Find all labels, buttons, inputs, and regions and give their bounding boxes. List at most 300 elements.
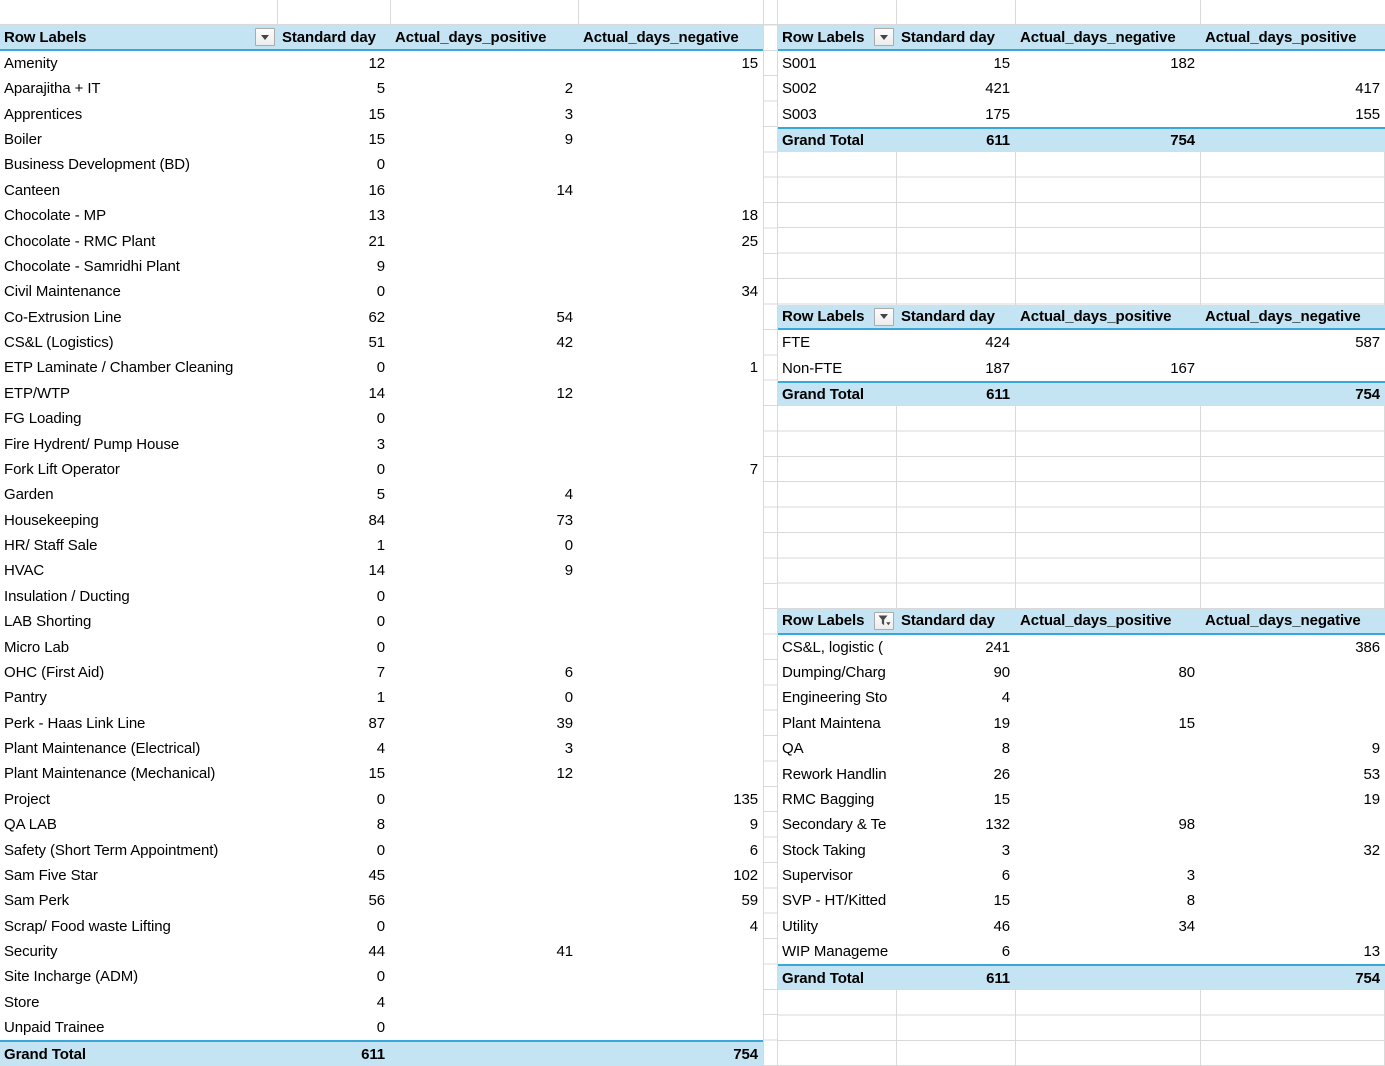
- grand-total-value-cell[interactable]: 754: [733, 1045, 758, 1063]
- value-cell[interactable]: [390, 990, 578, 1015]
- value-cell[interactable]: [390, 787, 578, 812]
- table-row: [0, 508, 763, 533]
- value-cell[interactable]: 41: [556, 943, 573, 961]
- column-header-label: Row Labels: [4, 28, 87, 46]
- value-cell[interactable]: [578, 305, 763, 330]
- column-header-cell[interactable]: [1200, 305, 1385, 328]
- value-cell[interactable]: 3: [1186, 867, 1195, 885]
- value-cell[interactable]: [1200, 51, 1385, 76]
- value-cell[interactable]: 8: [1186, 892, 1195, 910]
- value-cell[interactable]: [390, 888, 578, 913]
- filter-dropdown-button[interactable]: [255, 28, 275, 46]
- value-cell[interactable]: [1015, 761, 1200, 786]
- row-label-cell[interactable]: Engineering Sto: [782, 689, 888, 707]
- value-cell[interactable]: 56: [368, 892, 385, 910]
- value-cell[interactable]: [390, 406, 578, 431]
- value-cell[interactable]: [1200, 812, 1385, 837]
- value-cell[interactable]: 421: [985, 80, 1010, 98]
- value-cell[interactable]: [578, 406, 763, 431]
- value-cell[interactable]: 15: [993, 790, 1010, 808]
- row-labels-header-cell[interactable]: [778, 305, 896, 328]
- value-cell[interactable]: 5: [376, 80, 385, 98]
- grand-total-value-cell[interactable]: 611: [986, 132, 1010, 150]
- row-label-cell[interactable]: CS&L, logistic (: [782, 638, 883, 656]
- table-row: [0, 279, 763, 304]
- value-cell[interactable]: 155: [1355, 105, 1380, 123]
- table-row: [0, 482, 763, 507]
- value-cell[interactable]: [1015, 330, 1200, 355]
- column-header-cell[interactable]: [578, 25, 763, 48]
- value-cell[interactable]: 7: [749, 460, 758, 478]
- grand-total-label-cell[interactable]: Grand Total: [782, 385, 864, 403]
- row-labels-header-cell[interactable]: [0, 25, 277, 48]
- value-cell[interactable]: 187: [985, 359, 1010, 377]
- value-cell[interactable]: 34: [1178, 917, 1195, 935]
- table-row: [778, 736, 1385, 761]
- value-cell[interactable]: 1: [749, 359, 758, 377]
- grand-total-value-cell[interactable]: 754: [1355, 969, 1380, 987]
- value-cell[interactable]: [1015, 635, 1200, 660]
- value-cell[interactable]: [578, 584, 763, 609]
- value-cell[interactable]: 8: [1001, 740, 1010, 758]
- value-cell[interactable]: [1200, 863, 1385, 888]
- value-cell[interactable]: [1200, 711, 1385, 736]
- row-label-cell[interactable]: Scrap/ Food waste Lifting: [4, 917, 171, 935]
- empty-cells-gap-column[interactable]: [763, 0, 778, 1066]
- row-label-cell[interactable]: Pantry: [4, 689, 47, 707]
- value-cell[interactable]: [578, 533, 763, 558]
- table-row: [0, 990, 763, 1015]
- column-header-cell[interactable]: [390, 25, 578, 48]
- value-cell[interactable]: 6: [1001, 943, 1010, 961]
- value-cell[interactable]: 132: [985, 816, 1010, 834]
- row-label-cell[interactable]: SVP - HT/Kitted: [782, 892, 887, 910]
- value-cell[interactable]: 59: [741, 892, 758, 910]
- value-cell[interactable]: 0: [376, 638, 385, 656]
- value-cell[interactable]: 0: [376, 1019, 385, 1037]
- row-label-cell[interactable]: Chocolate - Samridhi Plant: [4, 257, 180, 275]
- value-cell[interactable]: [390, 964, 578, 989]
- value-cell[interactable]: [578, 736, 763, 761]
- column-header-cell[interactable]: [896, 305, 1015, 328]
- table-row: [0, 381, 763, 406]
- value-cell[interactable]: 46: [993, 917, 1010, 935]
- table-row: [0, 1015, 763, 1040]
- grand-total-value-cell[interactable]: [1200, 129, 1385, 152]
- row-label-cell[interactable]: ETP/WTP: [4, 384, 70, 402]
- grand-total-value-cell[interactable]: [1015, 383, 1200, 406]
- row-label-cell[interactable]: Unpaid Trainee: [4, 1019, 105, 1037]
- value-cell[interactable]: 15: [368, 105, 385, 123]
- value-cell[interactable]: 87: [368, 714, 385, 732]
- table-row: [0, 102, 763, 127]
- value-cell[interactable]: [390, 254, 578, 279]
- value-cell[interactable]: [578, 482, 763, 507]
- value-cell[interactable]: 2: [564, 80, 573, 98]
- row-label-cell[interactable]: Apprentices: [4, 105, 83, 123]
- value-cell[interactable]: [578, 431, 763, 456]
- value-cell[interactable]: [1015, 736, 1200, 761]
- value-cell[interactable]: 4: [749, 917, 758, 935]
- value-cell[interactable]: 14: [368, 562, 385, 580]
- value-cell[interactable]: [390, 203, 578, 228]
- value-cell[interactable]: 6: [564, 663, 573, 681]
- row-label-cell[interactable]: Aparajitha + IT: [4, 80, 101, 98]
- value-cell[interactable]: [390, 863, 578, 888]
- row-label-cell[interactable]: FTE: [782, 334, 811, 352]
- value-cell[interactable]: 12: [556, 765, 573, 783]
- value-cell[interactable]: [1015, 685, 1200, 710]
- row-label-cell[interactable]: Utility: [782, 917, 818, 935]
- value-cell[interactable]: 26: [993, 765, 1010, 783]
- row-label-cell[interactable]: S002: [782, 80, 817, 98]
- value-cell[interactable]: [578, 76, 763, 101]
- filter-applied-button[interactable]: [874, 612, 894, 630]
- value-cell[interactable]: [1015, 838, 1200, 863]
- row-label-cell[interactable]: QA LAB: [4, 816, 57, 834]
- value-cell[interactable]: 14: [368, 384, 385, 402]
- value-cell[interactable]: [1200, 888, 1385, 913]
- value-cell[interactable]: [390, 279, 578, 304]
- value-cell[interactable]: [1200, 355, 1385, 380]
- value-cell[interactable]: 0: [376, 790, 385, 808]
- column-header-cell[interactable]: [896, 609, 1015, 632]
- value-cell[interactable]: [578, 254, 763, 279]
- row-label-cell[interactable]: Security: [4, 943, 58, 961]
- row-label-cell[interactable]: Secondary & Te: [782, 816, 887, 834]
- value-cell[interactable]: 4: [1001, 689, 1010, 707]
- row-label-cell[interactable]: Store: [4, 993, 40, 1011]
- value-cell[interactable]: 13: [1363, 943, 1380, 961]
- value-cell[interactable]: 42: [556, 334, 573, 352]
- empty-cells-top-row[interactable]: [0, 0, 1385, 25]
- row-label-cell[interactable]: Sam Five Star: [4, 866, 98, 884]
- row-label-cell[interactable]: S003: [782, 105, 817, 123]
- row-label-cell[interactable]: Dumping/Charg: [782, 664, 886, 682]
- value-cell[interactable]: [1015, 787, 1200, 812]
- table-row: [0, 457, 763, 482]
- value-cell[interactable]: 1: [376, 537, 385, 555]
- value-cell[interactable]: 241: [985, 638, 1010, 656]
- value-cell[interactable]: 5: [376, 486, 385, 504]
- value-cell[interactable]: 0: [376, 156, 385, 174]
- value-cell[interactable]: 44: [368, 943, 385, 961]
- value-cell[interactable]: [390, 837, 578, 862]
- value-cell[interactable]: 3: [564, 740, 573, 758]
- pivot-table-activities: [778, 609, 1385, 990]
- value-cell[interactable]: [578, 685, 763, 710]
- value-cell[interactable]: 15: [368, 765, 385, 783]
- value-cell[interactable]: 3: [376, 435, 385, 453]
- column-header-label: Standard day: [901, 28, 995, 46]
- row-label-cell[interactable]: Safety (Short Term Appointment): [4, 841, 219, 859]
- gridline: [896, 990, 897, 1066]
- value-cell[interactable]: 9: [1371, 740, 1380, 758]
- value-cell[interactable]: 34: [741, 283, 758, 301]
- table-row: [0, 228, 763, 253]
- value-cell[interactable]: 39: [556, 714, 573, 732]
- column-header-cell[interactable]: [1015, 609, 1200, 632]
- value-cell[interactable]: 9: [749, 816, 758, 834]
- value-cell[interactable]: [1015, 76, 1200, 101]
- grand-total-label-cell[interactable]: Grand Total: [4, 1045, 86, 1063]
- value-cell[interactable]: [390, 457, 578, 482]
- value-cell[interactable]: 587: [1355, 334, 1380, 352]
- grand-total-label-cell[interactable]: Grand Total: [782, 969, 864, 987]
- value-cell[interactable]: 182: [1170, 54, 1195, 72]
- row-label-cell[interactable]: Site Incharge (ADM): [4, 968, 138, 986]
- value-cell[interactable]: 54: [556, 308, 573, 326]
- row-label-cell[interactable]: QA: [782, 740, 804, 758]
- value-cell[interactable]: 15: [741, 54, 758, 72]
- value-cell[interactable]: 16: [368, 181, 385, 199]
- value-cell[interactable]: 45: [368, 866, 385, 884]
- row-label-cell[interactable]: Supervisor: [782, 867, 853, 885]
- row-label-cell[interactable]: Micro Lab: [4, 638, 69, 656]
- column-header-label: Row Labels: [782, 307, 865, 325]
- row-label-cell[interactable]: HR/ Staff Sale: [4, 537, 98, 555]
- row-labels-header-cell[interactable]: [778, 609, 896, 632]
- value-cell[interactable]: 167: [1170, 359, 1195, 377]
- value-cell[interactable]: 3: [564, 105, 573, 123]
- row-label-cell[interactable]: Rework Handlin: [782, 765, 887, 783]
- value-cell[interactable]: 14: [556, 181, 573, 199]
- row-label-cell[interactable]: Garden: [4, 486, 54, 504]
- table-row: [0, 558, 763, 583]
- value-cell[interactable]: 25: [741, 232, 758, 250]
- value-cell[interactable]: 0: [376, 359, 385, 377]
- value-cell[interactable]: [390, 355, 578, 380]
- value-cell[interactable]: [390, 914, 578, 939]
- row-label-cell[interactable]: Canteen: [4, 181, 61, 199]
- table-row: [778, 939, 1385, 964]
- value-cell[interactable]: [390, 51, 578, 76]
- table-row: [0, 127, 763, 152]
- value-cell[interactable]: [578, 660, 763, 685]
- value-cell[interactable]: [578, 990, 763, 1015]
- value-cell[interactable]: 175: [985, 105, 1010, 123]
- value-cell[interactable]: 19: [1363, 790, 1380, 808]
- row-label-cell[interactable]: Amenity: [4, 54, 58, 72]
- value-cell[interactable]: 0: [564, 689, 573, 707]
- value-cell[interactable]: 3: [1001, 841, 1010, 859]
- value-cell[interactable]: [578, 609, 763, 634]
- empty-cells-region[interactable]: [778, 152, 1385, 304]
- value-cell[interactable]: 12: [368, 54, 385, 72]
- value-cell[interactable]: 12: [556, 384, 573, 402]
- row-labels-header-cell[interactable]: [778, 25, 896, 48]
- value-cell[interactable]: 21: [368, 232, 385, 250]
- value-cell[interactable]: [578, 711, 763, 736]
- row-label-cell[interactable]: Business Development (BD): [4, 156, 190, 174]
- value-cell[interactable]: 4: [376, 740, 385, 758]
- row-label-cell[interactable]: Non-FTE: [782, 359, 843, 377]
- value-cell[interactable]: [578, 1015, 763, 1040]
- value-cell[interactable]: 0: [376, 613, 385, 631]
- value-cell[interactable]: [578, 761, 763, 786]
- value-cell[interactable]: 15: [993, 54, 1010, 72]
- value-cell[interactable]: 18: [741, 207, 758, 225]
- value-cell[interactable]: 9: [376, 257, 385, 275]
- table-row: [778, 914, 1385, 939]
- value-cell[interactable]: [578, 102, 763, 127]
- value-cell[interactable]: 102: [733, 866, 758, 884]
- value-cell[interactable]: [1015, 939, 1200, 964]
- row-label-cell[interactable]: Plant Maintena: [782, 714, 881, 732]
- row-label-cell[interactable]: Chocolate - MP: [4, 207, 106, 225]
- value-cell[interactable]: 80: [1178, 664, 1195, 682]
- value-cell[interactable]: 15: [1178, 714, 1195, 732]
- row-label-cell[interactable]: CS&L (Logistics): [4, 334, 114, 352]
- value-cell[interactable]: [390, 152, 578, 177]
- column-header-cell[interactable]: [1200, 25, 1385, 48]
- value-cell[interactable]: [578, 964, 763, 989]
- value-cell[interactable]: 417: [1355, 80, 1380, 98]
- value-cell[interactable]: 0: [376, 841, 385, 859]
- header-row: [778, 25, 1385, 50]
- row-label-cell[interactable]: RMC Bagging: [782, 790, 875, 808]
- value-cell[interactable]: [390, 1015, 578, 1040]
- grand-total-value-cell[interactable]: 611: [986, 969, 1010, 987]
- value-cell[interactable]: 19: [993, 714, 1010, 732]
- value-cell[interactable]: [1015, 102, 1200, 127]
- value-cell[interactable]: 7: [376, 663, 385, 681]
- value-cell[interactable]: [390, 634, 578, 659]
- value-cell[interactable]: 13: [368, 207, 385, 225]
- row-label-cell[interactable]: Fire Hydrent/ Pump House: [4, 435, 180, 453]
- value-cell[interactable]: [578, 634, 763, 659]
- row-label-cell[interactable]: Sam Perk: [4, 892, 70, 910]
- table-row: [0, 914, 763, 939]
- column-header-cell[interactable]: [1015, 25, 1200, 48]
- filter-dropdown-button[interactable]: [874, 308, 894, 326]
- value-cell[interactable]: 1: [376, 689, 385, 707]
- value-cell[interactable]: 6: [1001, 867, 1010, 885]
- row-label-cell[interactable]: ETP Laminate / Chamber Cleaning: [4, 359, 234, 377]
- table-row: [0, 863, 763, 888]
- value-cell[interactable]: [578, 939, 763, 964]
- value-cell[interactable]: 424: [985, 334, 1010, 352]
- value-cell[interactable]: [578, 558, 763, 583]
- row-label-cell[interactable]: Housekeeping: [4, 511, 99, 529]
- pivot-table-fte: [778, 305, 1385, 407]
- value-cell[interactable]: [578, 152, 763, 177]
- value-cell[interactable]: 135: [733, 790, 758, 808]
- value-cell[interactable]: 51: [368, 334, 385, 352]
- value-cell[interactable]: [578, 127, 763, 152]
- value-cell[interactable]: 8: [376, 816, 385, 834]
- value-cell[interactable]: 0: [376, 587, 385, 605]
- grand-total-value-cell[interactable]: 611: [986, 385, 1010, 403]
- column-header-cell[interactable]: [1200, 609, 1385, 632]
- value-cell[interactable]: 0: [376, 917, 385, 935]
- value-cell[interactable]: 90: [993, 664, 1010, 682]
- value-cell[interactable]: 73: [556, 511, 573, 529]
- row-label-cell[interactable]: WIP Manageme: [782, 943, 889, 961]
- column-header-cell[interactable]: [277, 25, 390, 48]
- gridline: [896, 152, 897, 304]
- grand-total-value-cell[interactable]: [390, 1042, 578, 1065]
- value-cell[interactable]: [578, 508, 763, 533]
- grand-total-value-cell[interactable]: 611: [361, 1045, 385, 1063]
- row-label-cell[interactable]: Civil Maintenance: [4, 283, 121, 301]
- grand-total-value-cell[interactable]: 754: [1170, 132, 1195, 150]
- value-cell[interactable]: [578, 178, 763, 203]
- row-label-cell[interactable]: Boiler: [4, 131, 42, 149]
- empty-cells-region[interactable]: [778, 406, 1385, 609]
- grand-total-label-cell[interactable]: Grand Total: [782, 132, 864, 150]
- value-cell[interactable]: 0: [564, 537, 573, 555]
- filter-dropdown-button[interactable]: [874, 28, 894, 46]
- value-cell[interactable]: 98: [1178, 816, 1195, 834]
- value-cell[interactable]: 386: [1355, 638, 1380, 656]
- value-cell[interactable]: 9: [564, 131, 573, 149]
- column-header-cell[interactable]: [1015, 305, 1200, 328]
- grand-total-value-cell[interactable]: 754: [1355, 385, 1380, 403]
- table-row: [0, 305, 763, 330]
- table-row: [0, 406, 763, 431]
- grand-total-value-cell[interactable]: [1015, 966, 1200, 989]
- table-row: [0, 812, 763, 837]
- row-label-cell[interactable]: Co-Extrusion Line: [4, 308, 122, 326]
- value-cell[interactable]: [578, 330, 763, 355]
- table-row: [0, 685, 763, 710]
- value-cell[interactable]: [578, 381, 763, 406]
- table-row: [0, 355, 763, 380]
- row-label-cell[interactable]: Project: [4, 790, 50, 808]
- column-header-cell[interactable]: [896, 25, 1015, 48]
- value-cell[interactable]: [390, 584, 578, 609]
- value-cell[interactable]: 4: [376, 993, 385, 1011]
- value-cell[interactable]: 32: [1363, 841, 1380, 859]
- row-label-cell[interactable]: Perk - Haas Link Line: [4, 714, 146, 732]
- value-cell[interactable]: 53: [1363, 765, 1380, 783]
- header-row: [778, 305, 1385, 330]
- value-cell[interactable]: 0: [376, 460, 385, 478]
- value-cell[interactable]: [390, 431, 578, 456]
- value-cell[interactable]: 0: [376, 968, 385, 986]
- value-cell[interactable]: [390, 812, 578, 837]
- value-cell[interactable]: 84: [368, 511, 385, 529]
- value-cell[interactable]: [390, 609, 578, 634]
- value-cell[interactable]: 4: [564, 486, 573, 504]
- empty-cells-region[interactable]: [778, 990, 1385, 1066]
- value-cell[interactable]: [1200, 685, 1385, 710]
- row-label-cell[interactable]: Insulation / Ducting: [4, 587, 130, 605]
- value-cell[interactable]: 15: [368, 131, 385, 149]
- value-cell[interactable]: 6: [749, 841, 758, 859]
- pivot-table-sites: [778, 25, 1385, 152]
- value-cell[interactable]: [390, 228, 578, 253]
- row-label-cell[interactable]: LAB Shorting: [4, 613, 92, 631]
- value-cell[interactable]: 0: [376, 410, 385, 428]
- row-label-cell[interactable]: Chocolate - RMC Plant: [4, 232, 156, 250]
- row-label-cell[interactable]: Plant Maintenance (Electrical): [4, 740, 201, 758]
- row-label-cell[interactable]: Stock Taking: [782, 841, 866, 859]
- value-cell[interactable]: 15: [993, 892, 1010, 910]
- row-label-cell[interactable]: OHC (First Aid): [4, 663, 105, 681]
- value-cell[interactable]: 62: [368, 308, 385, 326]
- value-cell[interactable]: [1200, 914, 1385, 939]
- row-label-cell[interactable]: Fork Lift Operator: [4, 460, 120, 478]
- value-cell[interactable]: [1200, 660, 1385, 685]
- row-label-cell[interactable]: HVAC: [4, 562, 45, 580]
- row-label-cell[interactable]: FG Loading: [4, 410, 82, 428]
- value-cell[interactable]: 9: [564, 562, 573, 580]
- value-cell[interactable]: 0: [376, 283, 385, 301]
- row-label-cell[interactable]: S001: [782, 54, 817, 72]
- row-label-cell[interactable]: Plant Maintenance (Mechanical): [4, 765, 216, 783]
